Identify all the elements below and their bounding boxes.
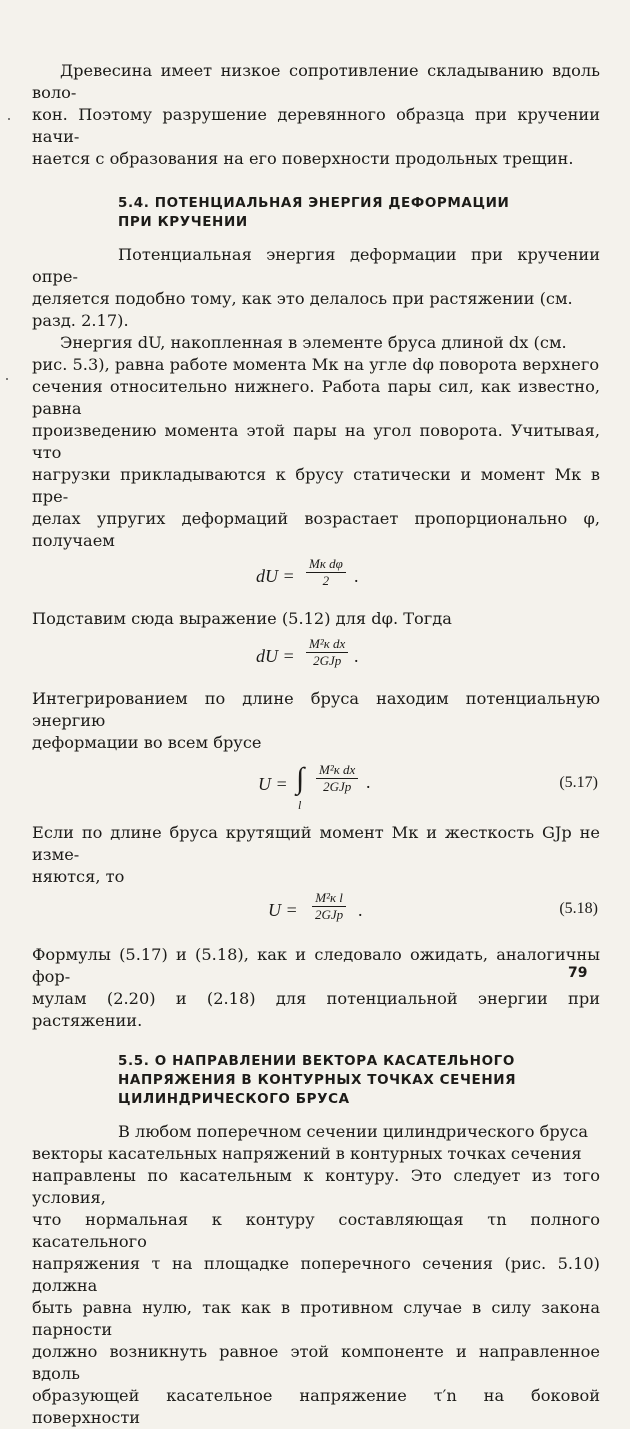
equation-fraction [316,762,358,795]
equation-5-17 [32,754,600,822]
text-line: нается с образования на его поверхности продольных трещин. [32,149,574,168]
heading-line: НАПРЯЖЕНИЯ В КОНТУРНЫХ ТОЧКАХ СЕЧЕНИЯ [118,1072,517,1088]
text-line: произведению момента этой пары на угол поворота. Учитывая, что [32,421,600,462]
text-line: няются, то [32,867,125,886]
print-speck [6,378,8,380]
text-line: Древесина имеет низкое сопротивление складыванию вдоль воло- [32,61,600,102]
fraction-numerator: Mк dφ [309,556,343,571]
text-line: нагрузки прикладываются к брусу статически и момент Mк в пре- [32,465,600,506]
section-heading-5-5 [32,1052,600,1109]
equation-fraction [306,556,346,589]
paragraph-top [32,60,600,170]
paragraph [32,944,600,1032]
fraction-numerator: M²к dx [309,636,346,651]
equation-period: . [358,900,363,920]
paragraph [32,822,600,888]
text-line: должно возникнуть равное этой компоненте и направленное вдоль [32,1342,600,1383]
equation-fraction [306,636,348,669]
text-line: Подставим сюда выражение (5.12) для dφ. Тогда [32,609,452,628]
text-line: деляется подобно тому, как это делалось при растяжении (см. [32,289,573,308]
page-content [32,60,600,1429]
text-line: В любом поперечном сечении цилиндрического бруса [118,1122,589,1141]
fraction-denominator: 2GJp [323,779,352,794]
equation-lhs: U = [258,774,288,794]
equation-lhs: dU = [256,646,295,666]
text-line: быть равна нулю, так как в противном случае в силу закона парности [32,1298,600,1339]
heading-line: ЦИЛИНДРИЧЕСКОГО БРУСА [118,1091,350,1107]
print-speck [8,118,10,120]
text-line: что нормальная к контуру составляющая τn полного касательного [32,1210,600,1251]
paragraph [32,1121,600,1429]
equation-5-18 [32,888,600,944]
fraction-numerator: M²к dx [319,762,356,777]
fraction-numerator: M²к l [315,890,343,905]
heading-line: 5.5. О НАПРАВЛЕНИИ ВЕКТОРА КАСАТЕЛЬНОГО [118,1053,515,1069]
equation-lhs: U = [268,900,298,920]
fraction-denominator: 2GJp [313,653,342,668]
text-line: Если по длине бруса крутящий момент Mк и жесткость GJp не изме- [32,823,600,864]
text-line: мулам (2.20) и (2.18) для потенциальной энергии при растяжении. [32,989,600,1030]
text-line: Потенциальная энергия деформации при кручении опре- [32,245,600,286]
text-line: сечения относительно нижнего. Работа пары сил, как известно, равна [32,377,600,418]
equation-number: (5.17) [559,774,598,791]
text-line: направлены по касательным к контуру. Это следует из того условия, [32,1166,600,1207]
integral-sign: ∫ [296,762,305,795]
equation-lhs: dU = [256,566,295,586]
page-number: 79 [568,965,588,981]
paragraph [32,244,600,332]
heading-line: ПРИ КРУЧЕНИИ [118,214,248,230]
paragraph [32,332,600,552]
fraction-denominator: 2 [322,573,330,588]
text-line: Интегрированием по длине бруса находим потенциальную энергию [32,689,600,730]
heading-line: 5.4. ПОТЕНЦИАЛЬНАЯ ЭНЕРГИЯ ДЕФОРМАЦИИ [118,195,510,211]
equation-2 [32,630,600,688]
text-line: Формулы (5.17) и (5.18), как и следовало ожидать, аналогичны фор- [32,945,600,986]
paragraph [32,688,600,754]
equation-number: (5.18) [559,900,598,917]
text-line: Энергия dU, накопленная в элементе бруса длиной dx (см. [60,333,567,352]
text-line: деформации во всем брусе [32,733,262,752]
equation-period: . [354,566,359,586]
text-line: векторы касательных напряжений в контурных точках сечения [32,1144,582,1163]
text-line: разд. 2.17). [32,311,129,330]
equation-period: . [354,646,359,666]
text-line: кон. Поэтому разрушение деревянного образца при кручении начи- [32,105,600,146]
equation-fraction [312,890,346,923]
text-line: напряжения τ на площадке поперечного сечения (рис. 5.10) должна [32,1254,600,1295]
integral-limit: l [298,798,302,812]
equation-1 [32,552,600,608]
text-line: образующей касательное напряжение τ′n на боковой поверхности [32,1386,600,1427]
equation-period: . [366,772,371,792]
text-line: делах упругих деформаций возрастает пропорционально φ, получаем [32,509,600,550]
fraction-denominator: 2GJp [315,907,344,922]
section-heading-5-4 [32,194,600,232]
text-line: рис. 5.3), равна работе момента Mк на угле dφ поворота верхнего [32,355,600,374]
